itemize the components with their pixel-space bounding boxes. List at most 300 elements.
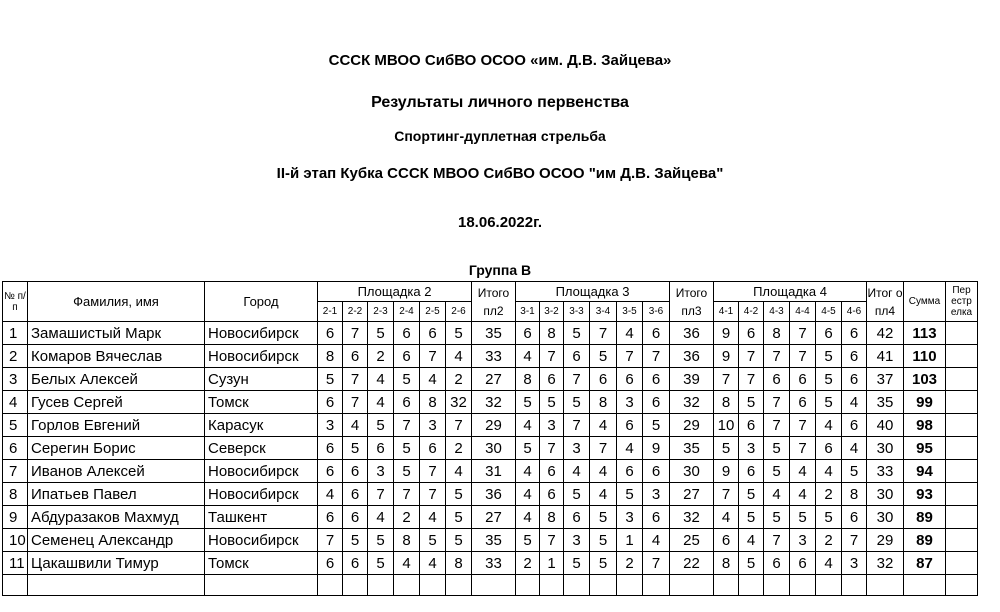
total-sum: 89 [904,529,946,552]
pad3-score: 7 [564,414,590,437]
sub-header: 3-6 [643,302,670,322]
athlete-city: Ташкент [205,506,318,529]
pad4-score: 8 [764,322,790,345]
pad4-score: 7 [764,414,790,437]
pad2-score: 4 [420,552,446,575]
pad2-score: 6 [318,506,343,529]
pad2-score: 5 [343,437,368,460]
table-row [3,345,978,368]
pad3-score: 9 [643,437,670,460]
sub-header: 2-1 [318,302,343,322]
pad4-score: 3 [739,437,764,460]
pad4-score: 9 [714,460,739,483]
total-sum: 93 [904,483,946,506]
pad4-score: 5 [816,391,842,414]
pad2-total: 35 [472,529,516,552]
pad4-score: 3 [842,552,867,575]
pad2-score: 6 [318,391,343,414]
pad2-total: 33 [472,345,516,368]
pad2-score: 6 [318,460,343,483]
pad2-total: 35 [472,322,516,345]
athlete-name: Иванов Алексей [28,460,205,483]
pad4-score: 5 [739,391,764,414]
pad2-score: 4 [446,345,472,368]
athlete-name: Семенец Александр [28,529,205,552]
pad3-score: 4 [590,460,617,483]
pad4-score: 7 [790,414,816,437]
athlete-city: Северск [205,437,318,460]
pad4-score: 4 [842,437,867,460]
pad3-score: 5 [643,414,670,437]
pad2-score: 2 [446,368,472,391]
row-number: 2 [3,345,28,368]
table-row [3,437,978,460]
athlete-city: Томск [205,391,318,414]
sub-header: 4-6 [842,302,867,322]
pad3-score: 7 [643,552,670,575]
pad3-score: 4 [516,345,540,368]
pad4-score: 7 [764,529,790,552]
row-number: 4 [3,391,28,414]
pad3-score: 5 [564,483,590,506]
total4-header: Итог о пл4 [867,282,904,322]
pad4-score: 6 [764,552,790,575]
sub-header: 3-3 [564,302,590,322]
pad4-score: 5 [739,483,764,506]
pad2-score: 5 [446,483,472,506]
pad3-score: 7 [643,345,670,368]
sub-header: 4-1 [714,302,739,322]
pad3-score: 8 [516,368,540,391]
empty-cell [420,575,446,596]
table-row [3,552,978,575]
pad4-score: 8 [714,391,739,414]
pad3-total: 36 [670,345,714,368]
empty-cell [446,575,472,596]
sub-header: 4-2 [739,302,764,322]
pad2-score: 6 [318,552,343,575]
pad3-score: 6 [617,460,643,483]
pad2-score: 6 [368,437,394,460]
athlete-city: Новосибирск [205,460,318,483]
empty-cell [343,575,368,596]
pad4-total: 41 [867,345,904,368]
empty-cell [739,575,764,596]
pad4-total: 35 [867,391,904,414]
pad4-score: 6 [790,368,816,391]
table-row [3,460,978,483]
pad3-score: 5 [564,552,590,575]
athlete-city: Новосибирск [205,483,318,506]
pad3-score: 6 [540,368,564,391]
pad2-score: 6 [318,322,343,345]
sub-header: 3-5 [617,302,643,322]
athlete-city: Новосибирск [205,529,318,552]
pad2-total: 30 [472,437,516,460]
pad3-score: 6 [617,414,643,437]
pad2-score: 8 [420,391,446,414]
col-city-header: Город [205,282,318,322]
pad4-score: 5 [842,460,867,483]
athlete-name: Ипатьев Павел [28,483,205,506]
empty-cell [643,575,670,596]
table-row [3,391,978,414]
total3-header: Итого пл3 [670,282,714,322]
pad2-score: 5 [446,322,472,345]
pad4-score: 4 [764,483,790,506]
pad4-score: 2 [816,529,842,552]
total-sum: 87 [904,552,946,575]
pad3-total: 32 [670,391,714,414]
pad2-total: 32 [472,391,516,414]
total-sum: 99 [904,391,946,414]
pad4-score: 10 [714,414,739,437]
sum-header: Сумма [904,282,946,322]
pad3-score: 7 [540,345,564,368]
pad2-score: 8 [394,529,420,552]
pad3-score: 6 [643,322,670,345]
pad3-score: 6 [617,368,643,391]
group-title: Группа В [468,262,532,278]
pad4-score: 4 [739,529,764,552]
row-number: 10 [3,529,28,552]
pad3-score: 6 [643,460,670,483]
empty-cell [867,575,904,596]
pad3-score: 6 [564,506,590,529]
pad3-score: 2 [516,552,540,575]
pad2-score: 7 [343,391,368,414]
pad4-total: 29 [867,529,904,552]
pad2-score: 6 [394,391,420,414]
empty-cell [790,575,816,596]
pad2-score: 4 [368,391,394,414]
empty-cell [540,575,564,596]
pad4-total: 42 [867,322,904,345]
pad3-score: 3 [564,437,590,460]
pad4-score: 7 [764,391,790,414]
pad3-score: 8 [540,322,564,345]
athlete-name: Абдуразаков Махмуд [28,506,205,529]
pad3-score: 5 [564,391,590,414]
pad4-score: 2 [816,483,842,506]
empty-cell [516,575,540,596]
pad3-total: 22 [670,552,714,575]
sub-header: 2-3 [368,302,394,322]
total-sum: 113 [904,322,946,345]
pad2-score: 7 [446,414,472,437]
empty-cell [946,575,978,596]
total-sum: 110 [904,345,946,368]
athlete-name: Гусев Сергей [28,391,205,414]
pad2-total: 27 [472,506,516,529]
athlete-name: Замашистый Марк [28,322,205,345]
pad3-score: 6 [643,368,670,391]
row-number: 3 [3,368,28,391]
pad2-score: 32 [446,391,472,414]
pad2-total: 29 [472,414,516,437]
empty-cell [590,575,617,596]
empty-cell [205,575,318,596]
pad4-total: 30 [867,483,904,506]
reshoot-cell [946,552,978,575]
pad3-score: 4 [516,414,540,437]
pad2-score: 5 [318,368,343,391]
athlete-city: Новосибирск [205,345,318,368]
org-title: СССК МВОО СибВО ОСОО «им. Д.В. Зайцева» [328,52,672,69]
pad4-score: 7 [790,345,816,368]
athlete-city: Сузун [205,368,318,391]
pad2-score: 7 [318,529,343,552]
reshoot-cell [946,345,978,368]
pad4-score: 3 [790,529,816,552]
pad3-score: 4 [643,529,670,552]
pad3-score: 4 [590,414,617,437]
col-name-header: Фамилия, имя [28,282,205,322]
pad4-score: 8 [714,552,739,575]
pad4-score: 7 [764,345,790,368]
total-sum: 89 [904,506,946,529]
pad4-score: 4 [790,460,816,483]
reshoot-cell [946,483,978,506]
pad2-score: 7 [420,483,446,506]
pad2-score: 6 [420,322,446,345]
pad2-score: 3 [420,414,446,437]
pad2-score: 7 [343,322,368,345]
pad2-total: 33 [472,552,516,575]
pad2-score: 6 [343,345,368,368]
document-title: Результаты личного первенства [371,94,629,111]
pad3-total: 25 [670,529,714,552]
pad3-score: 8 [540,506,564,529]
total-sum: 94 [904,460,946,483]
pad3-score: 7 [590,437,617,460]
athlete-city: Новосибирск [205,322,318,345]
pad4-score: 6 [842,345,867,368]
pad2-score: 5 [343,529,368,552]
pad4-header: Площадка 4 [714,282,867,302]
athlete-name: Цакашвили Тимур [28,552,205,575]
athlete-name: Горлов Евгений [28,414,205,437]
pad2-score: 5 [368,322,394,345]
athlete-city: Карасук [205,414,318,437]
pad3-total: 39 [670,368,714,391]
reshoot-cell [946,391,978,414]
pad2-score: 3 [318,414,343,437]
pad4-total: 33 [867,460,904,483]
pad4-score: 4 [714,506,739,529]
pad4-score: 4 [790,483,816,506]
total-sum: 103 [904,368,946,391]
empty-cell [714,575,739,596]
pad3-score: 5 [540,391,564,414]
sub-header: 2-5 [420,302,446,322]
total-sum: 98 [904,414,946,437]
empty-cell [670,575,714,596]
pad2-total: 36 [472,483,516,506]
pad2-score: 6 [394,322,420,345]
empty-cell [28,575,205,596]
pad4-score: 6 [842,322,867,345]
row-number: 6 [3,437,28,460]
row-number: 7 [3,460,28,483]
pad4-total: 30 [867,437,904,460]
pad2-score: 7 [343,368,368,391]
pad4-score: 4 [816,414,842,437]
pad4-score: 4 [816,552,842,575]
pad4-score: 6 [739,414,764,437]
table-row [3,529,978,552]
sub-header: 3-4 [590,302,617,322]
pad4-score: 6 [842,414,867,437]
pad2-score: 7 [420,460,446,483]
pad3-score: 4 [590,483,617,506]
pad2-score: 7 [394,414,420,437]
pad3-score: 5 [516,529,540,552]
pad2-score: 5 [420,529,446,552]
pad4-total: 40 [867,414,904,437]
pad3-score: 1 [540,552,564,575]
results-body [3,322,978,596]
pad3-score: 6 [643,506,670,529]
pad3-score: 7 [540,437,564,460]
stage-title: II-й этап Кубка СССК МВОО СибВО ОСОО "им Д.В. Зайцева" [276,165,724,182]
pad4-score: 5 [739,552,764,575]
pad3-total: 29 [670,414,714,437]
pad2-score: 4 [343,414,368,437]
pad3-score: 6 [516,322,540,345]
pad3-score: 6 [540,460,564,483]
sub-header: 2-2 [343,302,368,322]
row-number: 1 [3,322,28,345]
pad3-score: 5 [590,506,617,529]
pad3-score: 2 [617,552,643,575]
pad4-score: 7 [790,437,816,460]
pad2-total: 27 [472,368,516,391]
row-number: 5 [3,414,28,437]
empty-cell [472,575,516,596]
pad3-score: 3 [564,529,590,552]
empty-cell [3,575,28,596]
pad3-header: Площадка 3 [516,282,670,302]
pad3-score: 5 [590,552,617,575]
header-row [3,282,978,302]
event-date: 18.06.2022г. [458,214,542,231]
empty-cell [368,575,394,596]
sub-header: 2-4 [394,302,420,322]
empty-cell [904,575,946,596]
reshoot-cell [946,322,978,345]
pad2-score: 5 [446,529,472,552]
results-table [2,281,978,596]
pad2-score: 8 [318,345,343,368]
sub-header: 3-1 [516,302,540,322]
pad2-score: 5 [446,506,472,529]
pad3-score: 7 [540,529,564,552]
pad3-score: 6 [643,391,670,414]
pad2-score: 4 [368,506,394,529]
athlete-name: Белых Алексей [28,368,205,391]
pad2-score: 3 [368,460,394,483]
pad3-score: 6 [564,345,590,368]
reshoot-cell [946,506,978,529]
pad3-score: 5 [617,483,643,506]
pad2-score: 5 [394,437,420,460]
pad2-total: 31 [472,460,516,483]
pad2-score: 7 [368,483,394,506]
pad3-score: 4 [516,483,540,506]
empty-cell [394,575,420,596]
pad2-score: 4 [420,506,446,529]
empty-cell [816,575,842,596]
athlete-name: Комаров Вячеслав [28,345,205,368]
pad3-score: 6 [590,368,617,391]
empty-cell [764,575,790,596]
pad4-score: 6 [816,322,842,345]
pad3-score: 5 [590,529,617,552]
sub-header: 4-4 [790,302,816,322]
pad4-total: 32 [867,552,904,575]
pad2-score: 5 [368,529,394,552]
pad4-score: 8 [842,483,867,506]
row-number: 11 [3,552,28,575]
reshoot-cell [946,414,978,437]
pad4-score: 5 [816,368,842,391]
pad3-score: 4 [617,437,643,460]
total-sum: 95 [904,437,946,460]
pad3-score: 4 [564,460,590,483]
pad4-score: 5 [790,506,816,529]
sub-header: 3-2 [540,302,564,322]
pad4-score: 6 [842,506,867,529]
empty-cell [617,575,643,596]
empty-cell [842,575,867,596]
pad2-score: 4 [420,368,446,391]
pad3-score: 5 [590,345,617,368]
pad2-score: 6 [343,460,368,483]
sub-header: 4-3 [764,302,790,322]
pad3-score: 1 [617,529,643,552]
pad4-total: 37 [867,368,904,391]
reshoot-cell [946,368,978,391]
pad4-score: 6 [816,437,842,460]
pad4-score: 9 [714,345,739,368]
pad2-score: 4 [368,368,394,391]
table-row [3,368,978,391]
pad3-score: 5 [564,322,590,345]
pad2-score: 6 [343,483,368,506]
pad3-score: 5 [516,391,540,414]
reshoot-cell [946,437,978,460]
pad4-score: 6 [842,368,867,391]
pad3-total: 27 [670,483,714,506]
col-num-header: № п/п [3,282,28,322]
pad3-score: 4 [617,322,643,345]
pad2-score: 6 [343,506,368,529]
pad4-score: 6 [790,552,816,575]
pad3-score: 5 [516,437,540,460]
pad4-score: 6 [790,391,816,414]
pad4-score: 7 [739,345,764,368]
pad3-score: 7 [590,322,617,345]
sub-header: 2-6 [446,302,472,322]
pad2-score: 8 [446,552,472,575]
pad4-score: 9 [714,322,739,345]
pad2-score: 5 [394,368,420,391]
pad3-score: 3 [617,391,643,414]
empty-cell [564,575,590,596]
pad3-score: 7 [617,345,643,368]
table-row [3,322,978,345]
